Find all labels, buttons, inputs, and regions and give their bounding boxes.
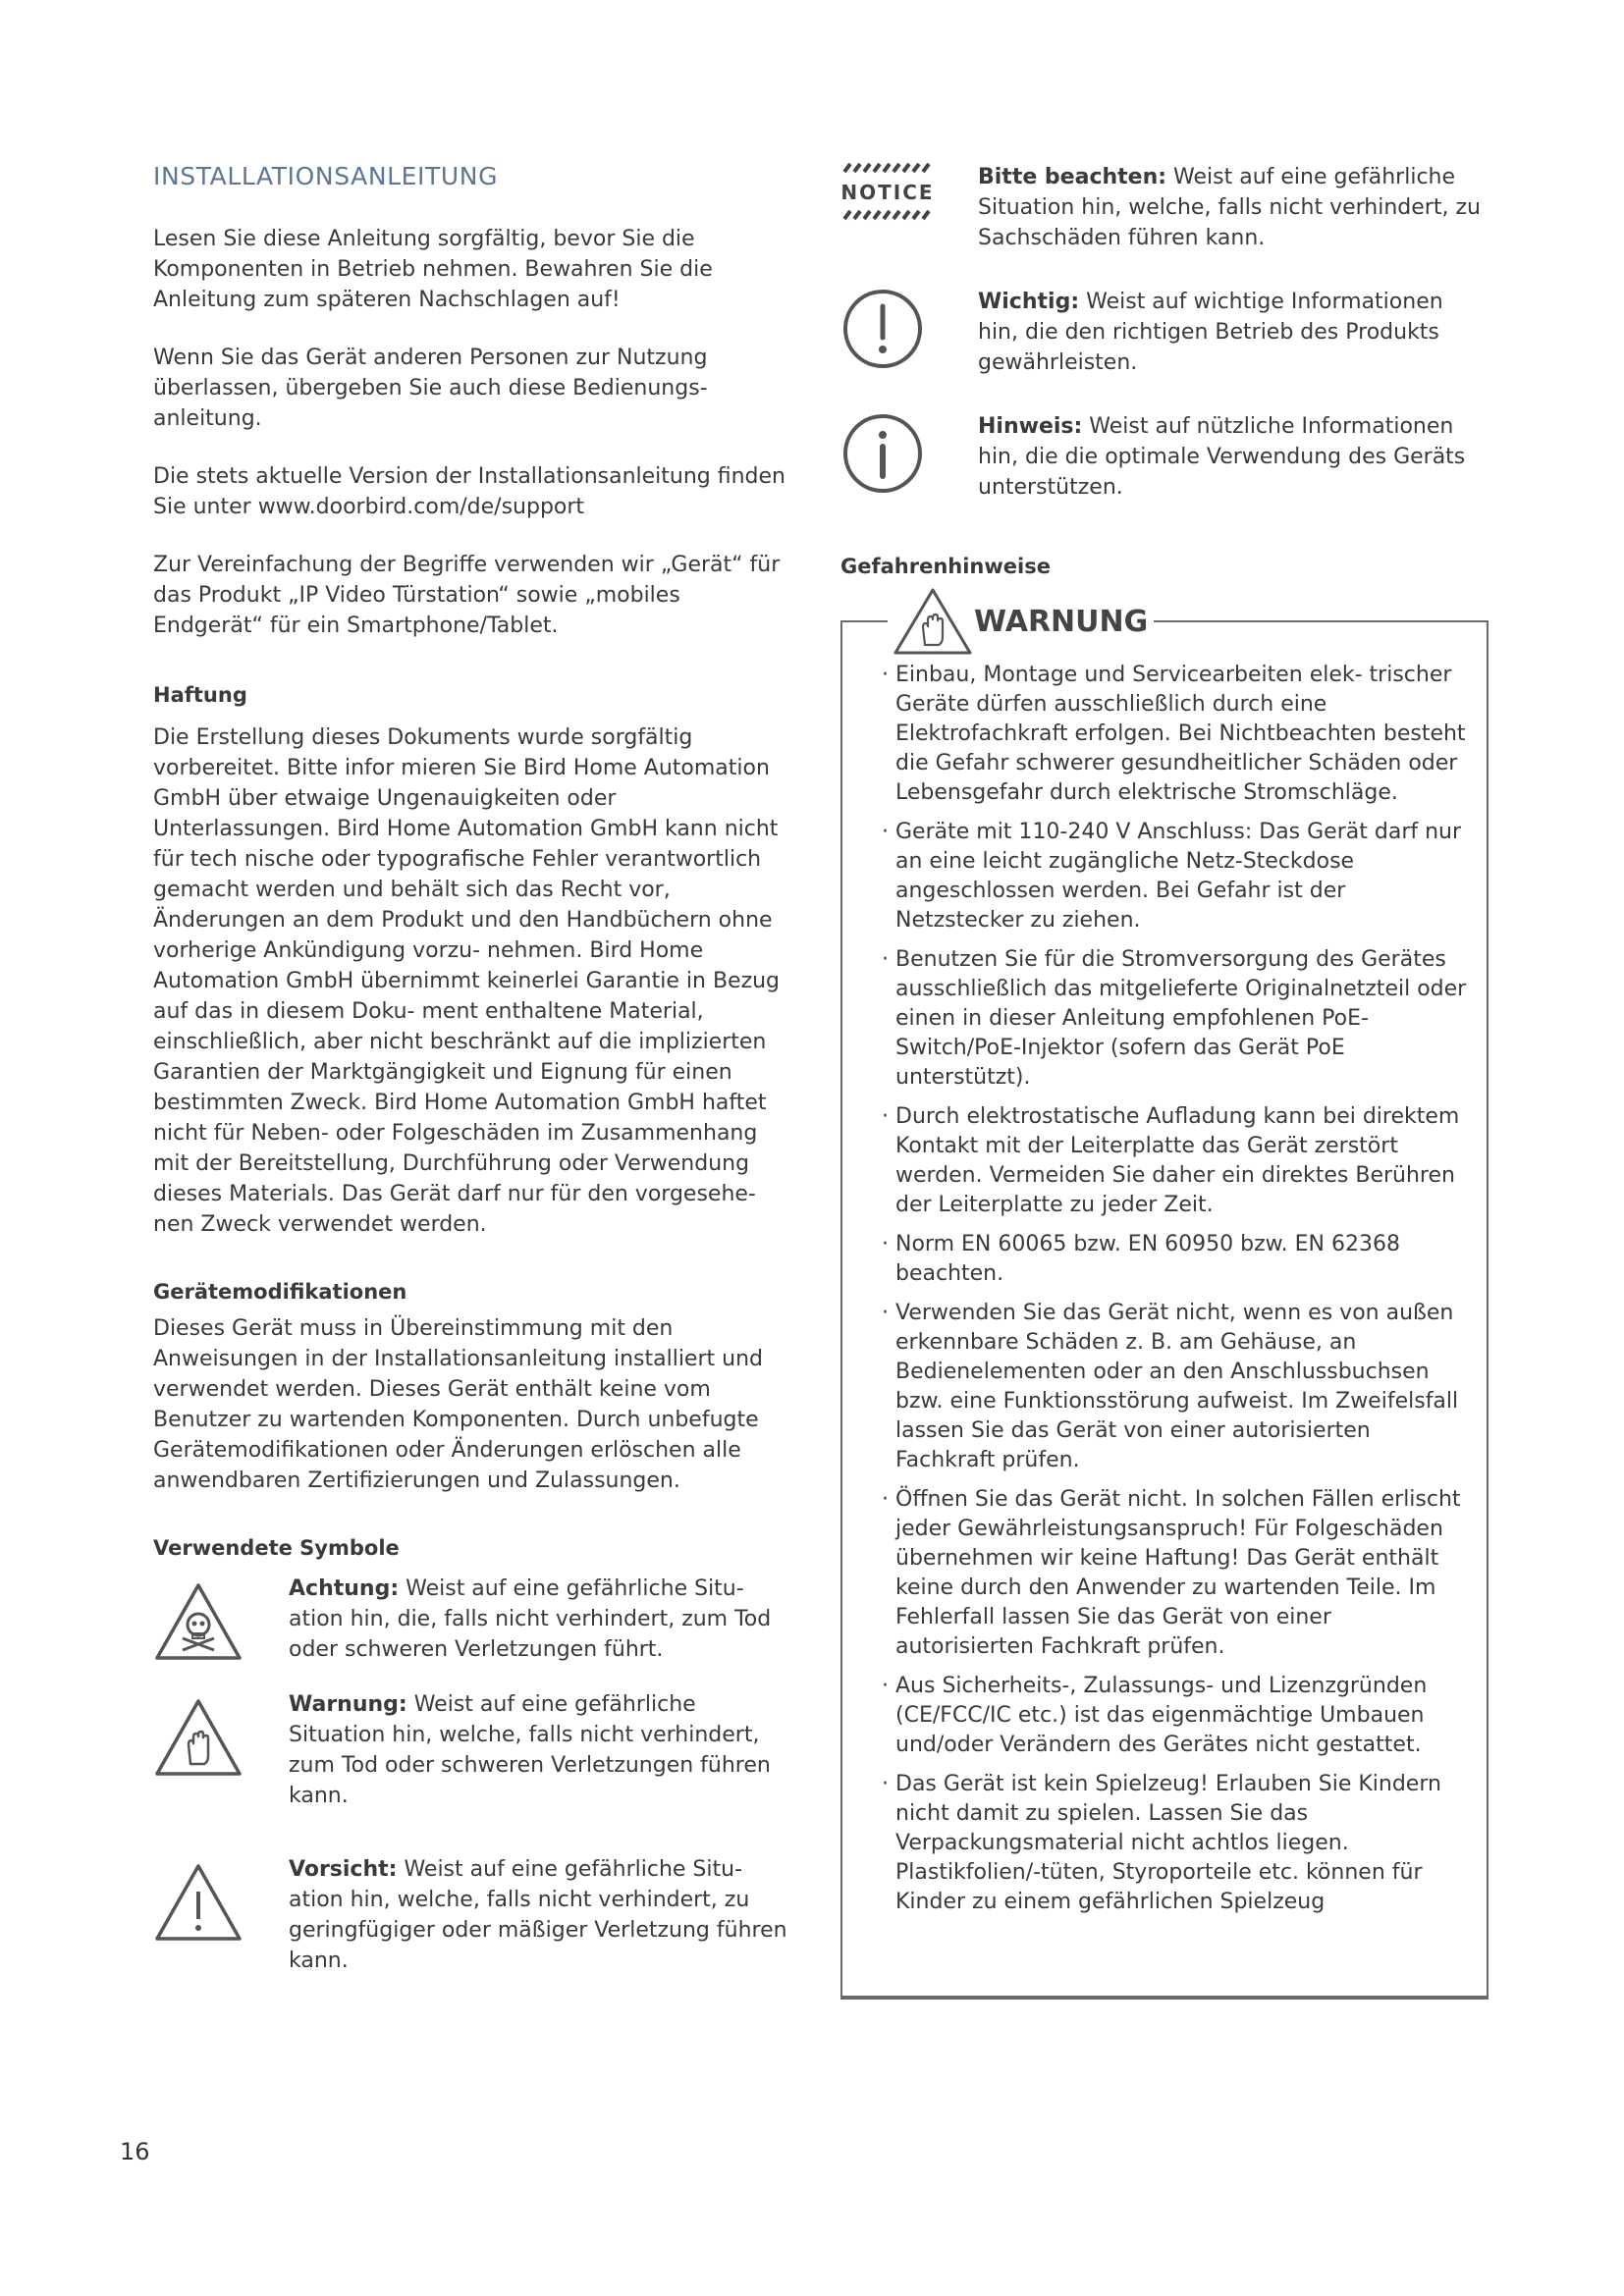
symbol-text: Wichtig: Weist auf wichtige Informationen hin, die den richtigen Betrieb des Produkts gewährleisten. <box>978 290 1443 375</box>
right-column <box>840 162 1489 2000</box>
warning-list <box>882 661 1473 1917</box>
info-circle-icon <box>840 411 978 500</box>
intro-paragraph: Wenn Sie das Gerät anderen Personen zur Nutzung überlassen, übergeben Sie auch diese Bedienungs- anleitung. <box>153 346 708 431</box>
skull-warning-icon <box>153 1574 289 1666</box>
symbol-text: Warnung: Weist auf eine gefährliche Situation hin, welche, falls nicht verhindert, zum Tod oder schweren Verletzungen führen kann. <box>289 1692 771 1808</box>
symbol-bitte-beachten <box>840 162 1489 253</box>
symbol-warnung <box>153 1689 793 1811</box>
list-item: · Benutzen Sie für die Stromversorgung des Gerätes ausschließlich das mitgelieferte Originalnetzteil oder einen in dieser Anleitung empfohlenen PoE-Switch/PoE-Injektor (sofern das Gerät PoE unterstützt). <box>882 945 1473 1093</box>
symbole-section <box>153 1533 793 1976</box>
symbol-achtung <box>153 1574 793 1666</box>
symbol-wichtig <box>840 287 1489 378</box>
symbol-text: Achtung: Weist auf eine gefährliche Situ- ation hin, die, falls nicht verhindert, zum Tod oder schweren Verletzungen führt. <box>289 1576 772 1662</box>
list-item: · Das Gerät ist kein Spielzeug! Erlauben Sie Kindern nicht damit zu spielen. Lassen Sie das Verpackungsmaterial nicht achtlos liegen. Plastikfolien/-tüten, Styroporteile etc. können für Kinder zu einem gefährlichen Spielzeug <box>882 1770 1473 1917</box>
left-column <box>153 162 793 2000</box>
hand-warning-icon <box>892 586 974 657</box>
page-title: INSTALLATIONSANLEITUNG <box>153 162 499 190</box>
list-item: · Verwenden Sie das Gerät nicht, wenn es von außen erkennbare Schäden z. B. am Gehäuse, an Bedienelementen oder an den Anschlussbuchsen bzw. eine Funktionsstörung aufweist. Im Zweifelsfall lassen Sie das Gerät von einer autorisierten Fachkraft prüfen. <box>882 1299 1473 1475</box>
symbole-heading: Verwendete Symbole <box>153 1536 400 1560</box>
exclamation-warning-icon <box>153 1854 289 1947</box>
list-item: · Einbau, Montage und Servicearbeiten elek- trischer Geräte dürfen ausschließlich durch eine Elektrofachkraft erfolgen. Bei Nichtbeachten besteht die Gefahr schwerer gesundheitlicher Schäden oder Lebensgefahr durch elektrische Stromschläge. <box>882 661 1473 808</box>
intro-paragraph: Die stets aktuelle Version der Installationsanleitung finden Sie unter www.doorbird.com/de/support <box>153 464 786 519</box>
intro-paragraph: Lesen Sie diese Anleitung sorgfältig, bevor Sie die Komponenten in Betrieb nehmen. Bewahren Sie die Anleitung zum späteren Nachschlagen auf! <box>153 227 713 312</box>
hand-warning-icon <box>153 1689 289 1782</box>
warning-title: WARNUNG <box>974 604 1149 639</box>
list-item: · Öffnen Sie das Gerät nicht. In solchen Fällen erlischt jeder Gewährleistungsanspruch! Für Folgeschäden übernehmen wir keine Haftung! Das Gerät enthält keine durch den Anwender zu wartenden Teile. Im Fehlerfall lassen Sie das Gerät von einer autorisierten Fachkraft prüfen. <box>882 1485 1473 1662</box>
symbol-vorsicht <box>153 1854 793 1976</box>
haftung-heading: Haftung <box>153 683 247 707</box>
notice-icon <box>840 162 978 227</box>
modifikationen-text: Dieses Gerät muss in Übereinstimmung mit den Anweisungen in der Installationsanleitung installiert und verwendet werden. Dieses Gerät enthält keine vom Benutzer zu wartenden Komponenten. Durch unbefugte Gerätemodifikationen oder Änderungen erlöschen alle anwendbaren Zertifizierungen und Zulassungen. <box>153 1316 763 1493</box>
intro-paragraph: Zur Vereinfachung der Begriffe verwenden wir „Gerät“ für das Produkt „IP Video Türstation“ sowie „mobiles Endgerät“ für ein Smartphone/Tablet. <box>153 553 781 638</box>
svg-text:NOTICE: NOTICE <box>840 181 935 204</box>
modifikationen-section <box>153 1277 793 1496</box>
exclamation-circle-icon <box>840 287 978 375</box>
divider <box>840 620 888 622</box>
modifikationen-heading: Gerätemodifikationen <box>153 1280 407 1304</box>
symbol-text: Vorsicht: Weist auf eine gefährliche Situ- ation hin, welche, falls nicht verhindert, zu geringfügiger oder mäßiger Verletzung führen kann. <box>289 1857 787 1973</box>
list-item: · Geräte mit 110-240 V Anschluss: Das Gerät darf nur an eine leicht zugängliche Netz-Steckdose angeschlossen werden. Bei Gefahr ist der Netzstecker zu ziehen. <box>882 818 1473 935</box>
gefahren-heading: Gefahrenhinweise <box>840 555 1051 578</box>
symbol-text: Bitte beachten: Weist auf eine gefährliche Situation hin, welche, falls nicht verhindert, zu Sachschäden führen kann. <box>978 165 1481 250</box>
warning-box <box>840 604 1489 2000</box>
list-item: · Durch elektrostatische Aufladung kann bei direktem Kontakt mit der Leiterplatte das Gerät zerstört werden. Vermeiden Sie daher ein direktes Berühren der Leiterplatte zu jeder Zeit. <box>882 1102 1473 1220</box>
page-number: 16 <box>120 2138 150 2165</box>
haftung-section <box>153 680 793 1240</box>
symbol-hinweis <box>840 411 1489 503</box>
warning-label <box>892 586 1154 657</box>
haftung-text: Die Erstellung dieses Dokuments wurde sorgfältig vorbereitet. Bitte infor mieren Sie Bird Home Automation GmbH über etwaige Ungenauigkeiten oder Unterlassungen. Bird Home Automation GmbH kann nicht für tech nische oder typografische Fehler verantwortlich gemacht werden und behält sich das Recht vor, Änderungen an dem Produkt und den Handbüchern ohne vorherige Ankündigung vorzu- nehmen. Bird Home Automation GmbH übernimmt keinerlei Garantie in Bezug auf das in diesem Doku- ment enthaltene Material, einschließlich, aber nicht beschränkt auf die implizierten Garantien der Marktgängigkeit und Eignung für einen bestimmten Zweck. Bird Home Automation GmbH haftet nicht für Neben- oder Folgeschäden im Zusammenhang mit der Bereitstellung, Durchführung oder Verwendung dieses Materials. Das Gerät darf nur für den vorgesehe- nen Zweck verwendet werden. <box>153 725 781 1237</box>
list-item: · Aus Sicherheits-, Zulassungs- und Lizenzgründen (CE/FCC/IC etc.) ist das eigenmächtige Umbauen und/oder Verändern des Gerätes nicht gestattet. <box>882 1672 1473 1760</box>
divider <box>1153 620 1489 622</box>
symbol-text: Hinweis: Weist auf nützliche Informationen hin, die die optimale Verwendung des Geräts unterstützen. <box>978 414 1466 500</box>
warning-header <box>842 594 1487 649</box>
list-item: · Norm EN 60065 bzw. EN 60950 bzw. EN 62368 beachten. <box>882 1230 1473 1289</box>
